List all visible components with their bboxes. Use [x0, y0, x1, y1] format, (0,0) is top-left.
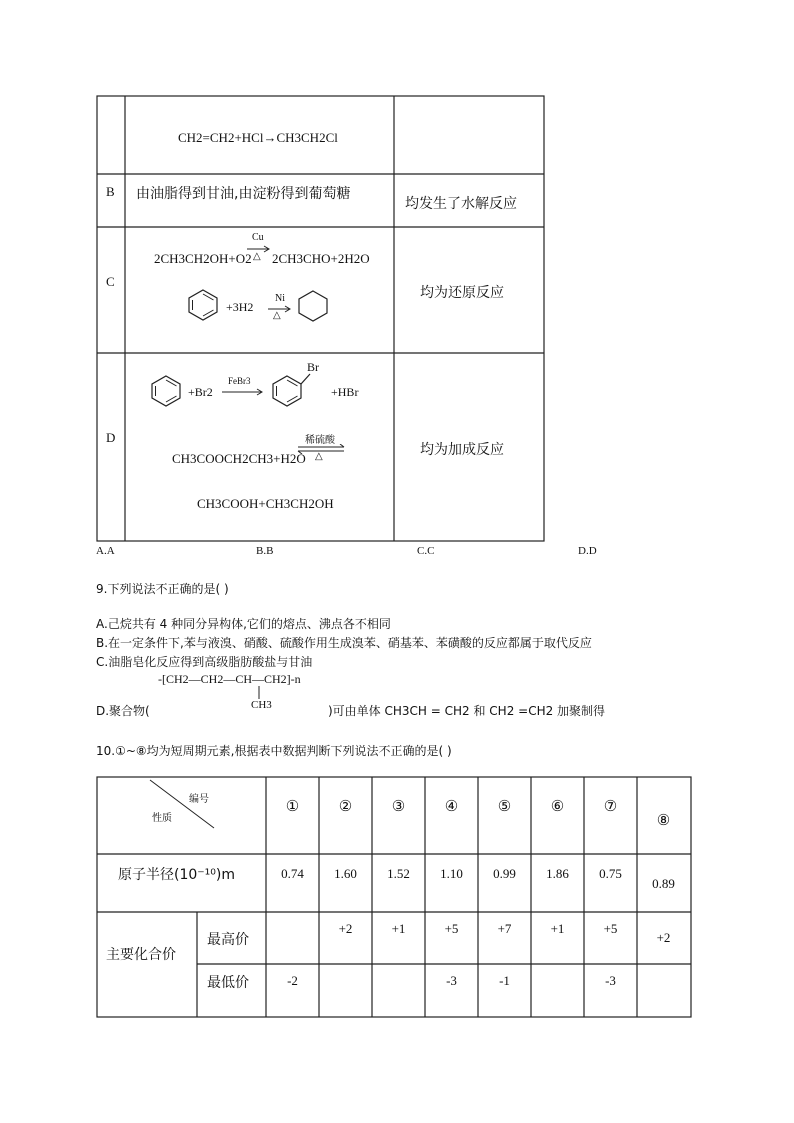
q9-stem: 9.下列说法不正确的是( )	[96, 582, 229, 596]
q8-option-d[interactable]: D.D	[578, 545, 597, 557]
q8-table-grid	[0, 0, 794, 560]
q9-polymer-chain: -[CH2—CH2—CH—CH2]-n	[158, 672, 301, 686]
q9-option-b[interactable]: B.在一定条件下,苯与液溴、硝酸、硫酸作用生成溴苯、硝基苯、苯磺酸的反应都属于取代反应	[96, 636, 592, 650]
row-c-benzene-icon	[186, 288, 220, 322]
q10-radius-cell: 1.60	[334, 866, 357, 881]
q10-stem: 10.①~⑧均为短周期元素,根据表中数据判断下列说法不正确的是( )	[96, 744, 452, 758]
q10-header-top: 编号	[189, 794, 209, 805]
q10-radius-label: 原子半径(10⁻¹⁰)m	[118, 867, 235, 883]
q10-radius-cell: 0.75	[599, 866, 622, 881]
q10-min-cell: -3	[605, 973, 616, 988]
q10-valence-label: 主要化合价	[106, 947, 176, 963]
q9-option-c[interactable]: C.油脂皂化反应得到高级脂肪酸盐与甘油	[96, 655, 313, 669]
row-a-equation: CH2=CH2+HCl→CH3CH2Cl	[178, 130, 338, 145]
q10-radius-cell: 1.86	[546, 866, 569, 881]
q10-column-header: ④	[444, 799, 459, 815]
q10-max-cell: +5	[444, 921, 459, 936]
q10-column-header: ⑧	[656, 813, 671, 829]
q8-option-a[interactable]: A.A	[96, 545, 115, 557]
row-d-eq1-arrow	[222, 388, 264, 396]
row-d-eq2-catalyst: 稀硫酸	[305, 435, 335, 446]
row-d-eq1-substituent: Br	[307, 360, 319, 374]
row-c-eq2-reagent: +3H2	[226, 300, 254, 314]
row-d-eq2-left: CH3COOCH2CH3+H2O	[172, 451, 306, 466]
row-c-eq1-catalyst: Cu	[252, 232, 264, 243]
q9-option-a[interactable]: A.己烷共有 4 种同分异构体,它们的熔点、沸点各不相同	[96, 617, 391, 631]
q10-column-header: ③	[391, 799, 406, 815]
q10-max-cell: +1	[550, 921, 565, 936]
q10-radius-cell: 0.99	[493, 866, 516, 881]
row-d-eq1-product2: +HBr	[331, 385, 359, 399]
q8-option-b[interactable]: B.B	[256, 545, 274, 557]
row-c-cyclohexane-icon	[296, 289, 330, 323]
q10-min-cell: -3	[446, 973, 457, 988]
row-d-conclusion: 均为加成反应	[420, 442, 504, 458]
row-c-eq1-left: 2CH3CH2OH+O2	[154, 251, 252, 266]
q9-polymer-branch: CH3	[251, 699, 272, 711]
row-d-label: D	[106, 430, 116, 445]
q10-min-cell: -2	[287, 973, 298, 988]
q10-max-cell: +2	[338, 921, 353, 936]
row-c-label: C	[106, 274, 115, 289]
q10-column-header: ⑥	[550, 799, 565, 815]
q9-option-d-suffix: )可由单体 CH3CH = CH2 和 CH2 =CH2 加聚制得	[328, 704, 606, 718]
q10-column-header: ②	[338, 799, 353, 815]
row-c-eq2-catalyst: Ni	[275, 293, 285, 304]
q10-column-header: ⑦	[603, 799, 618, 815]
q10-max-cell: +2	[656, 930, 671, 945]
q10-max-cell: +5	[603, 921, 618, 936]
row-d-benzene-icon	[149, 374, 183, 408]
row-d-eq2-condition: △	[315, 451, 323, 462]
row-d-eq2-right: CH3COOH+CH3CH2OH	[197, 496, 334, 511]
q10-radius-cell: 0.74	[281, 866, 304, 881]
q10-max-label: 最高价	[207, 932, 249, 948]
q10-radius-cell: 0.89	[652, 876, 675, 891]
row-d-eq1-catalyst: FeBr3	[228, 376, 251, 386]
q10-min-cell: -1	[499, 973, 510, 988]
q10-header-bottom: 性质	[152, 813, 172, 824]
q8-option-c[interactable]: C.C	[417, 545, 435, 557]
row-b-label: B	[106, 184, 115, 199]
row-d-eq1-reagent: +Br2	[188, 385, 213, 399]
q10-max-cell: +1	[391, 921, 406, 936]
row-c-conclusion: 均为还原反应	[420, 285, 504, 301]
row-b-content: 由油脂得到甘油,由淀粉得到葡萄糖	[136, 186, 351, 202]
row-b-conclusion: 均发生了水解反应	[405, 196, 517, 212]
q10-radius-cell: 1.10	[440, 866, 463, 881]
row-c-eq1-condition: △	[253, 251, 261, 262]
q9-polymer-branch-bond	[256, 686, 262, 700]
q10-column-header: ①	[285, 799, 300, 815]
row-c-eq1-right: 2CH3CHO+2H2O	[272, 251, 370, 266]
q9-option-d-prefix[interactable]: D.聚合物(	[96, 704, 150, 718]
q10-column-header: ⑤	[497, 799, 512, 815]
q10-min-label: 最低价	[207, 975, 249, 991]
q10-radius-cell: 1.52	[387, 866, 410, 881]
q10-max-cell: +7	[497, 921, 512, 936]
row-c-eq2-condition: △	[273, 310, 281, 321]
